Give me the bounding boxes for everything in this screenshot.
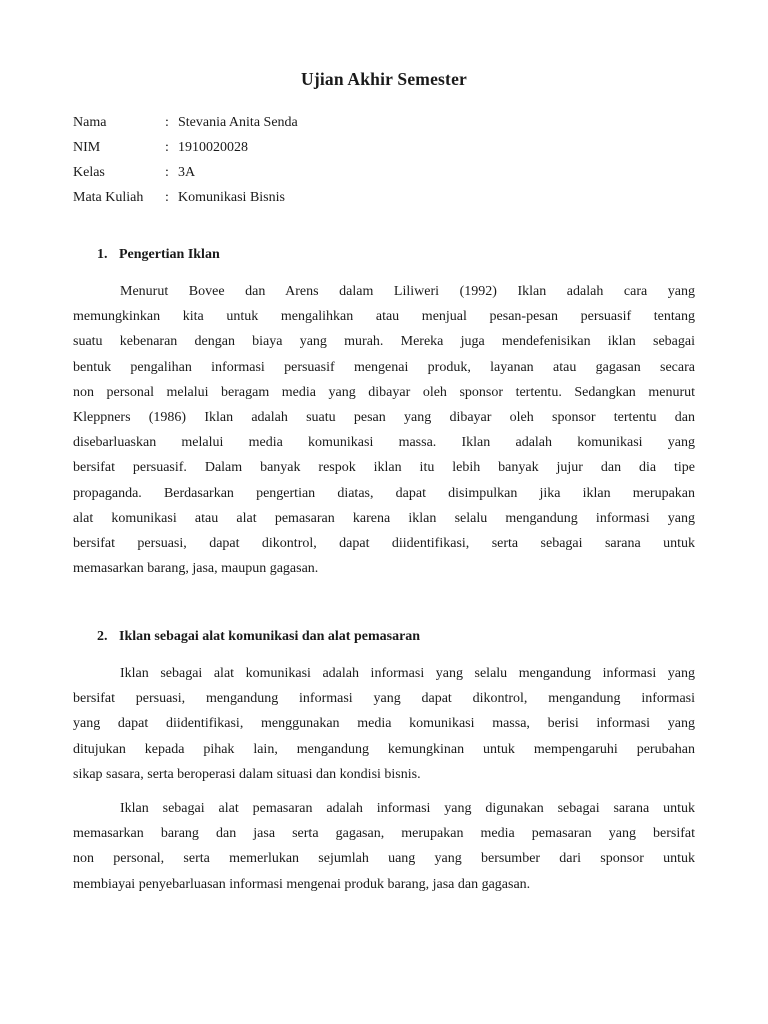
text-line: sikap sasara, serta beroperasi dalam situasi dan kondisi bisnis. bbox=[73, 766, 421, 782]
section-heading-2 bbox=[97, 629, 420, 645]
text-line: bersifat persuasi, mengandung informasi yang dapat dikontrol, mengandung informasi bbox=[73, 691, 695, 707]
section-number: 1. bbox=[97, 247, 108, 262]
info-label: NIM bbox=[73, 140, 101, 155]
info-row-course bbox=[73, 185, 298, 210]
text-line: alat komunikasi atau alat pemasaran karena iklan selalu mengandung informasi yang bbox=[73, 510, 695, 526]
text-line: disebarluaskan melalui media komunikasi massa. Iklan adalah komunikasi yang bbox=[73, 435, 695, 451]
info-row-name bbox=[73, 110, 298, 135]
info-colon: : bbox=[165, 190, 169, 205]
text-line: bersifat persuasi, dapat dikontrol, dapat diidentifikasi, serta sebagai sarana untuk bbox=[73, 535, 695, 551]
text-line: bersifat persuasif. Dalam banyak respok iklan itu lebih banyak jujur dan dia tipe bbox=[73, 460, 695, 476]
info-colon: : bbox=[165, 140, 169, 155]
text-line: yang dapat diidentifikasi, menggunakan media komunikasi massa, berisi informasi yang bbox=[73, 716, 695, 732]
section-title: Iklan sebagai alat komunikasi dan alat pemasaran bbox=[119, 629, 421, 644]
student-info-table bbox=[73, 110, 298, 210]
paragraph-2-2 bbox=[73, 796, 695, 897]
text-line: Iklan sebagai alat komunikasi adalah informasi yang selalu mengandung informasi yang bbox=[120, 666, 695, 681]
info-label: Kelas bbox=[73, 165, 105, 180]
section-number: 2. bbox=[97, 629, 108, 644]
info-value: 3A bbox=[178, 165, 196, 180]
info-label: Mata Kuliah bbox=[73, 190, 144, 205]
text-line: memasarkan barang dan jasa serta gagasan, merupakan media pemasaran yang bersifat bbox=[73, 826, 695, 842]
text-line: memungkinkan kita untuk mengalihkan atau menjual pesan-pesan persuasif tentang bbox=[73, 309, 695, 325]
info-colon: : bbox=[165, 165, 169, 180]
section-title: Pengertian Iklan bbox=[119, 247, 220, 262]
text-line: Kleppners (1986) Iklan adalah suatu pesan yang dibayar oleh sponsor tertentu dan bbox=[73, 409, 695, 425]
paragraph-2-1 bbox=[73, 661, 695, 787]
text-line: non personal, serta memerlukan sejumlah uang yang bersumber dari sponsor untuk bbox=[73, 851, 695, 867]
text-line: Iklan sebagai alat pemasaran adalah informasi yang digunakan sebagai sarana untuk bbox=[120, 801, 695, 816]
info-value: Komunikasi Bisnis bbox=[178, 190, 285, 205]
text-line: ditujukan kepada pihak lain, mengandung kemungkinan untuk mempengaruhi perubahan bbox=[73, 741, 695, 757]
text-line: membiayai penyebarluasan informasi mengenai produk barang, jasa dan gagasan. bbox=[73, 876, 531, 892]
info-value: 1910020028 bbox=[178, 140, 248, 155]
text-line: memasarkan barang, jasa, maupun gagasan. bbox=[73, 561, 319, 577]
text-line: Menurut Bovee dan Arens dalam Liliweri (1992) Iklan adalah cara yang bbox=[120, 284, 695, 299]
document-title: Ujian Akhir Semester bbox=[300, 69, 468, 89]
paragraph-1-1 bbox=[73, 279, 695, 581]
info-row-class bbox=[73, 160, 298, 185]
info-label: Nama bbox=[73, 115, 107, 130]
text-line: bentuk pengalihan informasi persuasif mengenai produk, layanan atau gagasan secara bbox=[73, 359, 695, 375]
info-value: Stevania Anita Senda bbox=[178, 115, 298, 130]
text-line: suatu kebenaran dengan biaya yang murah. Mereka juga mendefenisikan iklan sebagai bbox=[73, 334, 695, 350]
section-heading-1 bbox=[97, 247, 220, 263]
text-line: non personal melalui beragam media yang dibayar oleh sponsor tertentu. Sedangkan menurut bbox=[73, 384, 695, 400]
info-colon: : bbox=[165, 115, 169, 130]
text-line: propaganda. Berdasarkan pengertian diatas, dapat disimpulkan jika iklan merupakan bbox=[73, 485, 695, 501]
info-row-nim bbox=[73, 135, 298, 160]
